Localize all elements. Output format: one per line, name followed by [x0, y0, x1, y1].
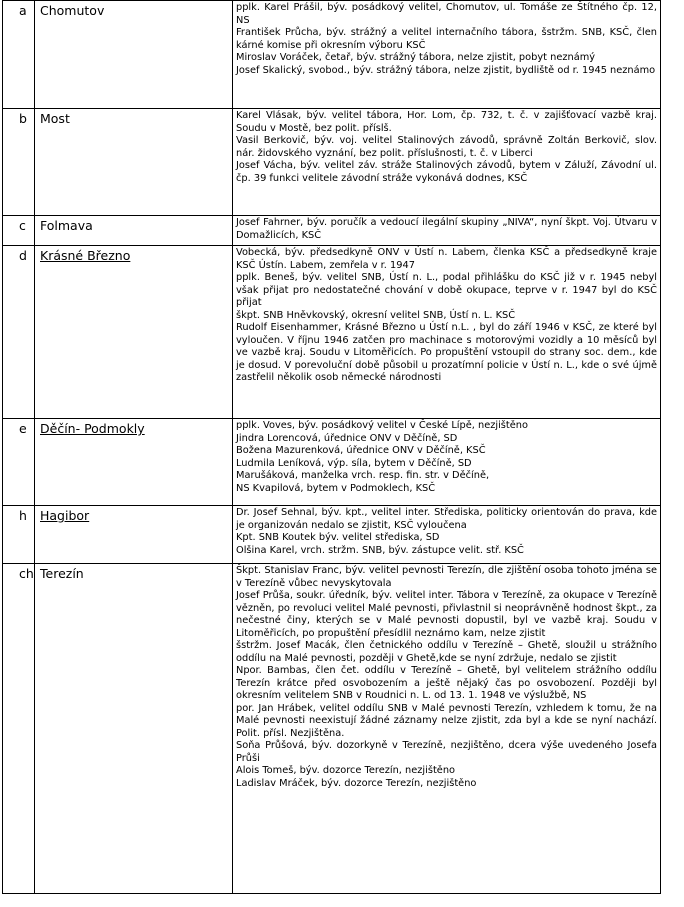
person-entry: Miroslav Voráček, četař, býv. strážný tábora, nelze zjistit, pobyt neznámý	[236, 52, 596, 63]
person-entry: Vasil Berkovič, býv. voj. velitel Stalinových závodů, správně Zoltán Berkovič, slov. nár. židovského vyznání, bez polit. příslušnosti, t. č. v Liberci	[236, 135, 657, 159]
place-name: Terezín	[40, 566, 84, 581]
notes-cell	[233, 1, 661, 109]
person-entry: Jindra Lorencová, úřednice ONV v Děčíně, SD	[236, 432, 458, 444]
place-cell	[35, 1, 233, 109]
person-entry: Škpt. Stanislav Franc, býv. velitel pevnosti Terezín, dle zjištění osoba tohoto jména se v Terezíně vůbec nevyskytovala	[236, 565, 657, 589]
records-table-body	[3, 1, 661, 894]
place-name: Chomutov	[40, 3, 105, 18]
person-entry: Rudolf Eisenhammer, Krásné Březno u Ústí n.L. , byl do září 1946 v KSČ, ze které byl vyloučen. V říjnu 1946 zatčen pro machinace s motorovými vozidly a 10 měsíců byl ve vazbě kraj. Soudu v Litoměřicích. Po propuštění vstoupil do strany soc. dem., kde je dosud. V porevoluční době působil u prozatímní policie v Ústí n. L., kde o své újmě zastřelil několik osob německé národnosti	[236, 322, 657, 383]
place-cell	[35, 109, 233, 216]
person-entry: František Průcha, býv. strážný a velitel internačního tábora, šstržm. SNB, KSČ, člen kárné komise při okresním výboru KSČ	[236, 27, 657, 51]
document-page	[2, 0, 660, 894]
row-key: a	[3, 1, 35, 109]
person-entry: škpt. SNB Hněvkovský, okresní velitel SNB, Ústí n. L. KSČ	[236, 309, 516, 321]
person-entry: Dr. Josef Sehnal, býv. kpt., velitel inter. Střediska, politicky orientován do prava, kde je organizován nedalo se zjistit, KSČ vyloučena	[236, 507, 657, 531]
place-name: Krásné Březno	[40, 248, 131, 263]
row-key: ch	[3, 564, 35, 894]
person-entry: Ludmila Leníková, výp. síla, bytem v Děčíně, SD	[236, 457, 472, 469]
notes-cell	[233, 109, 661, 216]
person-entry: Karel Vlásak, býv. velitel tábora, Hor. Lom, čp. 732, t. č. v zajišťovací vazbě kraj. Soudu v Mostě, bez polit. příslš.	[236, 110, 657, 134]
records-table	[2, 0, 661, 894]
person-entry: Vobecká, býv. předsedkyně ONV v Ústí n. Labem, členka KSČ a předsedkyně kraje KSČ Ústín. Labem, zemřela v r. 1947	[236, 247, 657, 271]
table-row	[3, 109, 661, 216]
row-key: d	[3, 246, 35, 419]
place-name: Děčín- Podmokly	[40, 421, 145, 436]
person-entry: Josef Fahrner, býv. poručík a vedoucí ilegální skupiny „NIVA“, nyní škpt. Voj. Útvaru v Domažlicích, KSČ	[236, 217, 657, 241]
person-entry: Olšina Karel, vrch. stržm. SNB, býv. zástupce velit. stř. KSČ	[236, 544, 524, 556]
notes-cell	[233, 506, 661, 564]
person-entry: Marušáková, manželka vrch. resp. fin. str. v Děčíně,	[236, 470, 490, 481]
person-entry: Josef Vácha, býv. velitel záv. stráže Stalinových závodů, bytem v Záluží, Závodní ul. čp. 39 funkci velitele závodní stráže vykonává dodnes, KSČ	[236, 160, 657, 184]
person-entry: por. Jan Hrábek, velitel oddílu SNB v Malé pevnosti Terezín, vzhledem k tomu, že na Malé pevnosti neexistují žádné záznamy nelze zjistit, zda byl a kde se nyní nachází. Polit. přísl. Nezjištěna.	[236, 702, 657, 739]
place-name: Folmava	[40, 218, 93, 233]
row-key: b	[3, 109, 35, 216]
table-row	[3, 216, 661, 246]
person-entry: Josef Průša, soukr. úředník, býv. velitel inter. Tábora v Terezíně, za okupace v Terezíně vězněn, po revoluci velitel Malé pevnosti, přivlastnil si neoprávněně hodnost škpt., za nečestné činy, kterých se v Malé pevnosti dopustil, byl ve vazbě kraj. Soudu v Litoměřicích, po propuštění přesídlil neznámo kam, nelze zjistit	[236, 590, 657, 639]
person-entry: Ladislav Mráček, býv. dozorce Terezín, nezjištěno	[236, 777, 477, 789]
table-row	[3, 506, 661, 564]
table-row	[3, 419, 661, 506]
person-entry: pplk. Beneš, býv. velitel SNB, Ústí n. L., podal přihlášku do KSČ již v r. 1945 nebyl však přijat pro nedostatečné chování v době okupace, teprve v r. 1947 byl do KSČ přijat	[236, 272, 657, 308]
person-entry: Božena Mazurenková, úřednice ONV v Děčíně, KSČ	[236, 445, 486, 456]
place-cell	[35, 564, 233, 894]
person-entry: Kpt. SNB Koutek býv. velitel střediska, SD	[236, 532, 440, 543]
row-key: h	[3, 506, 35, 564]
place-cell	[35, 506, 233, 564]
notes-cell	[233, 564, 661, 894]
place-cell	[35, 419, 233, 506]
row-key: c	[3, 216, 35, 246]
person-entry: Npor. Bambas, člen čet. oddílu v Terezíně – Ghetě, byl velitelem strážního oddílu Terezín krátce před osvobozením a ještě nějaký čas po osvobození. Později byl okresním velitelem SNB v Roudnici n. L. od 13. 1. 1948 ve výslužbě, NS	[236, 665, 657, 701]
person-entry: Alois Tomeš, býv. dozorce Terezín, nezjištěno	[236, 765, 456, 776]
person-entry: pplk. Voves, býv. posádkový velitel v České Lípě, nezjištěno	[236, 420, 528, 431]
person-entry: pplk. Karel Prášil, býv. posádkový velitel, Chomutov, ul. Tomáše ze Štítného čp. 12, NS	[236, 2, 657, 26]
person-entry: NS Kvapilová, bytem v Podmoklech, KSČ	[236, 482, 436, 494]
person-entry: Josef Skalický, svobod., býv. strážný tábora, nelze zjistit, bydliště od r. 1945 neznámo	[236, 64, 656, 76]
notes-cell	[233, 216, 661, 246]
notes-cell	[233, 419, 661, 506]
person-entry: Soňa Průšová, býv. dozorkyně v Terezíně, nezjištěno, dcera výše uvedeného Josefa Průši	[236, 740, 657, 764]
notes-cell	[233, 246, 661, 419]
place-name: Hagibor	[40, 508, 90, 523]
person-entry: šstržm. Josef Macák, člen četnického oddílu v Terezíně – Ghetě, sloužil u strážního oddílu na Malé pevnosti, později v Ghetě,kde se nyní zdržuje, nedalo se zjistit	[236, 640, 657, 664]
place-cell	[35, 246, 233, 419]
table-row	[3, 564, 661, 894]
place-name: Most	[40, 111, 70, 126]
table-row	[3, 246, 661, 419]
place-cell	[35, 216, 233, 246]
table-row	[3, 1, 661, 109]
row-key: e	[3, 419, 35, 506]
